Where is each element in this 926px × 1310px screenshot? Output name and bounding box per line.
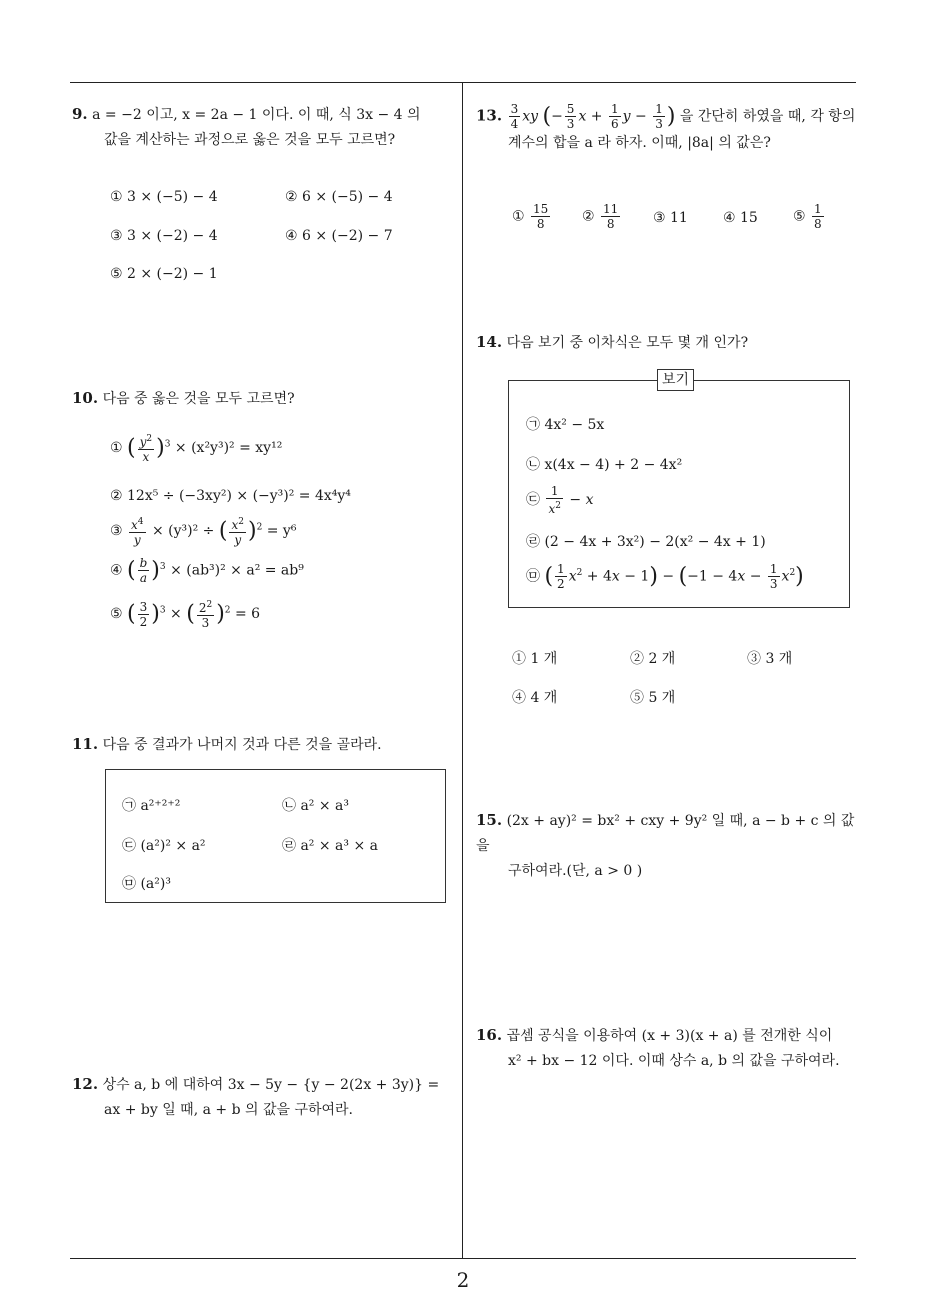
choice-5[interactable]: ⑤ 5 개 [630, 690, 676, 706]
question-number: 12. [72, 1075, 99, 1093]
question-11 [72, 732, 457, 758]
question-text-line2: 계수의 합을 a 라 하자. 이때, |8a| 의 값은? [508, 135, 771, 151]
question-13: 13. $\frac{3}{4}$ xy (− $\frac{5}{3}$ x + $\frac{1}{6}$ y − $\frac{1}{3}$ ) 을 간단히 하였을 때, 각 항의 계수의 합을 a 라 하자. 이때, |8a| 의 값은? [476, 102, 856, 151]
question-number: 13. [476, 106, 503, 125]
choice-5[interactable]: ⑤ 2 × (−2) − 1 [110, 266, 218, 282]
question-number: 15. [476, 811, 503, 829]
question-text-line1: a = −2 이고, x = 2a − 1 이다. 이 때, 식 3x − 4 의 [92, 107, 421, 123]
question-15 [476, 808, 861, 884]
item-5: ㉤ (a²)³ [122, 876, 171, 892]
question-10 [72, 386, 457, 412]
question-text-line1: 을 간단히 하였을 때, 각 항의 [679, 108, 856, 125]
question-number: 14. [476, 333, 503, 351]
question-9 [72, 102, 457, 153]
bottom-rule [70, 1258, 856, 1259]
choice-2[interactable]: ② 12x⁵ ÷ (−3xy²) × (−y³)² = 4x⁴y⁴ [110, 488, 351, 504]
question-16 [476, 1023, 861, 1074]
item-1: ㉠ 4x² − 5x [526, 417, 605, 433]
expression-fraction: $\frac{3}{4}$ [510, 102, 519, 131]
question-text: 다음 중 결과가 나머지 것과 다른 것을 골라라. [102, 737, 382, 753]
choice-2[interactable]: ② $\frac{11}{8}$ [582, 202, 619, 231]
question-number: 9. [72, 105, 88, 123]
choice-2[interactable]: ② 6 × (−5) − 4 [285, 189, 393, 205]
item-3: ㉢ (a²)² × a² [122, 838, 206, 854]
question-text-line2: x² + bx − 12 이다. 이때 상수 a, b 의 값을 구하여라. [508, 1053, 840, 1069]
choice-1[interactable]: ① 3 × (−5) − 4 [110, 189, 218, 205]
top-rule [70, 82, 856, 83]
item-3: ㉢ $\frac{1}{x^2}$ − x [526, 484, 594, 516]
question-number: 16. [476, 1026, 503, 1044]
item-2: ㉡ a² × a³ [282, 798, 349, 814]
page-number: 2 [456, 1268, 470, 1292]
choice-4[interactable]: ④ 6 × (−2) − 7 [285, 228, 393, 244]
choice-5[interactable]: ⑤ $\frac{1}{8}$ [793, 202, 822, 231]
question-text-line2: 구하여라.(단, a > 0 ) [508, 863, 643, 879]
question-number: 11. [72, 735, 99, 753]
choice-1[interactable]: ① $\frac{15}{8}$ [512, 202, 549, 231]
column-divider [462, 82, 463, 1258]
choice-2[interactable]: ② 2 개 [630, 651, 676, 667]
bogi-title: 보기 [657, 369, 694, 391]
choice-1[interactable]: ① 1 개 [512, 651, 558, 667]
question-number: 10. [72, 389, 99, 407]
item-4: ㉣ a² × a³ × a [282, 838, 378, 854]
choice-3[interactable]: ③ 3 × (−2) − 4 [110, 228, 218, 244]
choice-4[interactable]: ④ 15 [723, 210, 758, 226]
item-5: ㉤ ( $\frac{1}{2}$ $x^2 + 4x - 1) - (-1 - 4x$ − $\frac{1}{3}$ $x^2$) [526, 562, 804, 591]
choice-3[interactable]: ③ 3 개 [747, 651, 793, 667]
question-14 [476, 330, 861, 356]
choice-1[interactable]: ① ( $\frac{y^2}{x}$ )$^3$ × (x²y³)² = xy¹² [110, 434, 283, 464]
question-text-line2: 값을 계산하는 과정으로 옳은 것을 모두 고르면? [104, 132, 396, 148]
choice-3[interactable]: ③ 11 [653, 210, 688, 226]
choice-5[interactable]: ⑤ ( $\frac{3}{2}$ )$^3$ × ( $\frac{2^2}{3}$ )$^2$ = 6 [110, 599, 261, 630]
question-text: 다음 중 옳은 것을 모두 고르면? [102, 391, 295, 407]
item-2: ㉡ x(4x − 4) + 2 − 4x² [526, 457, 683, 473]
question-text-line1: (2x + ay)² = bx² + cxy + 9y² 일 때, a − b + c 의 값을 [476, 813, 855, 854]
choice-4[interactable]: ④ ( $\frac{b}{a}$ )$^3$ × (ab³)² × a² = ab⁹ [110, 556, 304, 585]
choice-4[interactable]: ④ 4 개 [512, 690, 558, 706]
question-text-line2: ax + by 일 때, a + b 의 값을 구하여라. [104, 1102, 354, 1118]
question-text: 다음 보기 중 이차식은 모두 몇 개 인가? [506, 335, 749, 351]
question-text-line1: 상수 a, b 에 대하여 3x − 5y − {y − 2(2x + 3y)} = [102, 1077, 440, 1093]
question-text-line1: 곱셈 공식을 이용하여 (x + 3)(x + a) 를 전개한 식이 [506, 1028, 833, 1044]
choice-3[interactable]: ③ $\frac{x^4}{y}$ × (y³)² ÷ ( $\frac{x^2}{y}$ )$^2$ = y⁶ [110, 517, 297, 547]
item-4: ㉣ (2 − 4x + 3x²) − 2(x² − 4x + 1) [526, 534, 766, 550]
question-12 [72, 1072, 457, 1123]
item-1: ㉠ a²⁺²⁺² [122, 798, 181, 814]
